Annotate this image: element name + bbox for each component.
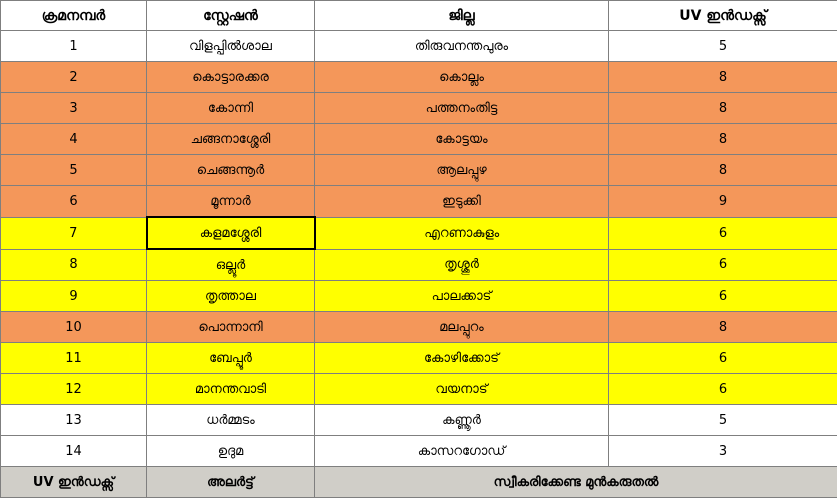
- table-row: [1, 217, 837, 249]
- cell-serial-number: 6: [1, 186, 147, 218]
- cell-district: തൃശ്ശൂർ: [315, 249, 609, 281]
- cell-uv-index: 8: [609, 62, 837, 93]
- table-row: [1, 62, 837, 93]
- cell-district: ഇടുക്കി: [315, 186, 609, 218]
- cell-serial-number: 9: [1, 281, 147, 312]
- table-row: [1, 93, 837, 124]
- table-row: [1, 31, 837, 62]
- cell-district: എറണാകുളം: [315, 217, 609, 249]
- cell-serial-number: 2: [1, 62, 147, 93]
- cell-district: വയനാട്: [315, 374, 609, 405]
- cell-station: ചെങ്ങന്നൂർ: [147, 155, 315, 186]
- header-serial-number: ക്രമനമ്പർ: [1, 1, 147, 31]
- cell-station-selected[interactable]: കളമശ്ശേരി: [147, 217, 315, 249]
- cell-district: കോഴിക്കോട്: [315, 343, 609, 374]
- table-row: [1, 281, 837, 312]
- cell-uv-index: 8: [609, 93, 837, 124]
- cell-serial-number: 7: [1, 217, 147, 249]
- cell-serial-number: 5: [1, 155, 147, 186]
- cell-serial-number: 13: [1, 405, 147, 436]
- cell-station: ബേപ്പൂർ: [147, 343, 315, 374]
- cell-district: ആലപ്പുഴ: [315, 155, 609, 186]
- cell-station: വിളപ്പിൽശാല: [147, 31, 315, 62]
- legend-header-row: [1, 467, 837, 498]
- cell-uv-index: 8: [609, 312, 837, 343]
- cell-serial-number: 11: [1, 343, 147, 374]
- table-row: [1, 155, 837, 186]
- cell-uv-index: 6: [609, 343, 837, 374]
- cell-station: മാനന്തവാടി: [147, 374, 315, 405]
- cell-district: പത്തനംതിട്ട: [315, 93, 609, 124]
- cell-district: കണ്ണൂർ: [315, 405, 609, 436]
- cell-station: ധർമ്മടം: [147, 405, 315, 436]
- table-row: [1, 186, 837, 218]
- cell-serial-number: 14: [1, 436, 147, 467]
- cell-uv-index: 3: [609, 436, 837, 467]
- cell-uv-index: 8: [609, 124, 837, 155]
- table-row: [1, 436, 837, 467]
- cell-station: ചങ്ങനാശ്ശേരി: [147, 124, 315, 155]
- cell-uv-index: 6: [609, 217, 837, 249]
- table-row: [1, 374, 837, 405]
- table-row: [1, 312, 837, 343]
- cell-uv-index: 5: [609, 405, 837, 436]
- cell-serial-number: 8: [1, 249, 147, 281]
- cell-district: പാലക്കാട്: [315, 281, 609, 312]
- table-row: [1, 343, 837, 374]
- cell-district: കൊല്ലം: [315, 62, 609, 93]
- cell-serial-number: 10: [1, 312, 147, 343]
- cell-station: കോന്നി: [147, 93, 315, 124]
- cell-uv-index: 5: [609, 31, 837, 62]
- header-district: ജില്ല: [315, 1, 609, 31]
- header-row: [1, 1, 837, 31]
- cell-district: കോട്ടയം: [315, 124, 609, 155]
- cell-district: മലപ്പുറം: [315, 312, 609, 343]
- legend-precaution-header: സ്വീകരിക്കേണ്ട മുൻകരുതൽ: [315, 467, 837, 498]
- cell-uv-index: 8: [609, 155, 837, 186]
- cell-station: തൃത്താല: [147, 281, 315, 312]
- legend-alert-header: അലർട്ട്: [147, 467, 315, 498]
- cell-serial-number: 4: [1, 124, 147, 155]
- cell-station: ഒല്ലൂർ: [147, 249, 315, 281]
- cell-serial-number: 1: [1, 31, 147, 62]
- header-uv-index: UV ഇൻഡക്സ്: [609, 1, 837, 31]
- header-station: സ്റ്റേഷൻ: [147, 1, 315, 31]
- cell-serial-number: 3: [1, 93, 147, 124]
- table-body: [1, 31, 837, 498]
- cell-uv-index: 6: [609, 249, 837, 281]
- cell-district: തിരുവനന്തപുരം: [315, 31, 609, 62]
- legend-uv-index-header: UV ഇൻഡക്സ്: [1, 467, 147, 498]
- table-row: [1, 249, 837, 281]
- table-row: [1, 124, 837, 155]
- cell-station: ഉദുമ: [147, 436, 315, 467]
- cell-district: കാസറഗോഡ്: [315, 436, 609, 467]
- cell-station: മൂന്നാർ: [147, 186, 315, 218]
- cell-station: കൊട്ടാരക്കര: [147, 62, 315, 93]
- cell-uv-index: 6: [609, 374, 837, 405]
- table-row: [1, 405, 837, 436]
- cell-uv-index: 6: [609, 281, 837, 312]
- cell-uv-index: 9: [609, 186, 837, 218]
- cell-serial-number: 12: [1, 374, 147, 405]
- table-header: [1, 1, 837, 31]
- cell-station: പൊന്നാനി: [147, 312, 315, 343]
